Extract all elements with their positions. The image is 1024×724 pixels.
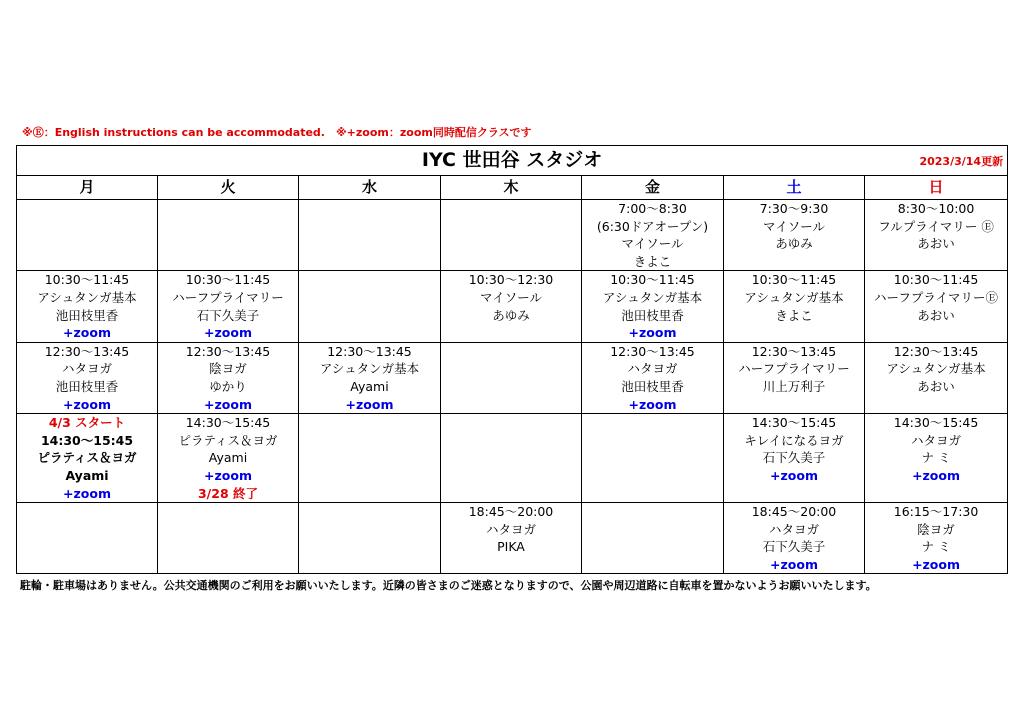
class-cell [441, 271, 582, 342]
class-instructor: Ayami [350, 378, 389, 394]
class-time: 12:30〜13:45 [893, 343, 979, 359]
class-time: 10:30〜11:45 [751, 272, 837, 288]
class-name: 陰ヨガ [209, 361, 247, 377]
class-name: ハタヨガ [768, 521, 819, 537]
class-name: ピラティス＆ヨガ [178, 432, 278, 448]
class-name: ハーフプライマリー [172, 289, 284, 305]
class-time: 12:30〜13:45 [751, 343, 837, 359]
class-instructor: Ayami [208, 450, 248, 466]
class-name: マイソール [762, 218, 825, 234]
class-cell [158, 271, 299, 342]
class-cell [582, 271, 724, 342]
class-cell-empty [17, 200, 158, 271]
class-instructor: きよこ [633, 253, 672, 269]
class-instructor: 池田枝里香 [55, 378, 119, 394]
class-cell [17, 414, 158, 503]
class-time: 8:30〜10:00 [897, 201, 975, 216]
class-time: 10:30〜12:30 [468, 272, 554, 288]
class-time: 14:30〜15:45 [751, 415, 837, 431]
class-name: ピラティス＆ヨガ [37, 450, 137, 466]
class-time: 7:30〜9:30 [759, 201, 829, 216]
class-instructor: あおい [917, 307, 955, 323]
zoom-label: +zoom [204, 396, 252, 412]
schedule-table [16, 145, 1008, 574]
updated-date: 2023/3/14更新 [919, 155, 1004, 168]
class-name: ハタヨガ [627, 361, 678, 377]
class-instructor: ナ ミ [921, 450, 951, 466]
class-instructor: 池田枝里香 [621, 307, 684, 323]
class-instructor: あゆみ [775, 236, 813, 252]
class-time: 12:30〜13:45 [327, 343, 412, 359]
class-cell [582, 200, 724, 271]
class-name: マイソール [479, 289, 542, 305]
start-notice: 4/3 スタート [48, 415, 126, 431]
zoom-label: +zoom [912, 467, 961, 483]
class-cell-empty [299, 414, 441, 503]
class-instructor: Ayami [65, 467, 109, 483]
class-name: アシュタンガ基本 [602, 289, 703, 305]
class-name: ハーフプライマリーⒺ [874, 289, 999, 305]
time-slot-row [17, 503, 1008, 574]
class-cell [158, 414, 299, 503]
zoom-label: +zoom [770, 467, 818, 483]
day-header-fri: 金 [582, 176, 724, 200]
time-slot-row [17, 414, 1008, 503]
class-cell-empty [158, 503, 299, 574]
class-instructor: 石下久美子 [196, 307, 260, 323]
class-cell [724, 200, 865, 271]
class-cell-empty [441, 342, 582, 413]
class-cell-empty [17, 503, 158, 574]
class-instructor: ナ ミ [921, 539, 951, 555]
class-cell [158, 342, 299, 413]
class-cell [724, 271, 865, 342]
class-cell [582, 342, 724, 413]
class-time: 10:30〜11:45 [893, 272, 979, 288]
class-time: 7:00〜8:30 [618, 201, 687, 216]
class-instructor: ゆかり [209, 378, 247, 394]
class-instructor: 池田枝里香 [55, 307, 119, 323]
day-header-row [17, 176, 1008, 200]
class-time: 18:45〜20:00 [751, 504, 837, 520]
class-cell [865, 503, 1008, 574]
class-cell [865, 414, 1008, 503]
class-name: ハタヨガ [911, 432, 962, 448]
class-cell-empty [582, 414, 724, 503]
class-instructor: あおい [917, 378, 955, 394]
class-instructor: あゆみ [492, 307, 530, 323]
notice-text: ※Ⓔ：English instructions can be accommodated. ※+zoom：zoom同時配信クラスです [22, 126, 532, 139]
class-time: 14:30〜15:45 [185, 415, 271, 431]
class-name: マイソール [621, 236, 684, 252]
zoom-label: +zoom [912, 556, 961, 572]
zoom-label: +zoom [770, 556, 818, 572]
class-cell-empty [158, 200, 299, 271]
class-cell [865, 271, 1008, 342]
class-time: 12:30〜13:45 [185, 343, 271, 359]
end-notice: 3/28 終了 [197, 485, 258, 501]
class-name: アシュタンガ基本 [886, 361, 986, 377]
class-instructor: PIKA [497, 539, 525, 555]
class-time: 16:15〜17:30 [893, 504, 979, 520]
zoom-label: +zoom [204, 467, 252, 483]
class-cell-empty [299, 271, 441, 342]
day-header-sun: 日 [865, 176, 1008, 200]
class-name: キレイになるヨガ [744, 432, 844, 448]
zoom-label: +zoom [63, 325, 111, 341]
class-time: 14:30〜15:45 [893, 415, 979, 431]
time-slot-row [17, 200, 1008, 271]
class-cell [17, 271, 158, 342]
footer-notice: 駐輪・駐車場はありません。公共交通機関のご利用をお願いいたします。近隣の皆さまのご迷惑となりますので、公園や周辺道路に自転車を置かないようお願いいたします。 [20, 579, 877, 592]
class-instructor: 池田枝里香 [621, 378, 684, 394]
class-name: アシュタンガ基本 [319, 361, 420, 377]
class-name: ハタヨガ [61, 361, 112, 377]
class-instructor: 石下久美子 [762, 539, 826, 555]
class-cell [724, 503, 865, 574]
time-slot-row [17, 342, 1008, 413]
class-cell [865, 200, 1008, 271]
class-name: アシュタンガ基本 [37, 289, 137, 305]
class-cell-empty [299, 503, 441, 574]
class-time: 12:30〜13:45 [610, 343, 695, 359]
zoom-label: +zoom [345, 396, 394, 412]
class-time: 14:30〜15:45 [40, 432, 134, 448]
class-cell-empty [582, 503, 724, 574]
class-name: フルプライマリー Ⓔ [878, 218, 994, 234]
class-cell-empty [299, 200, 441, 271]
class-instructor: きよこ [775, 307, 813, 323]
class-cell [724, 414, 865, 503]
time-slot-row [17, 271, 1008, 342]
zoom-label: +zoom [628, 396, 677, 412]
class-time: 10:30〜11:45 [44, 272, 130, 288]
zoom-label: +zoom [63, 485, 111, 501]
day-header-tue: 火 [158, 176, 299, 200]
zoom-label: +zoom [628, 325, 677, 341]
class-cell [865, 342, 1008, 413]
class-cell [441, 503, 582, 574]
class-name: ハタヨガ [485, 521, 536, 537]
class-name: アシュタンガ基本 [744, 289, 844, 305]
day-header-thu: 木 [441, 176, 582, 200]
class-instructor: 川上万利子 [762, 378, 826, 394]
day-header-wed: 水 [299, 176, 441, 200]
class-cell-empty [441, 200, 582, 271]
class-cell [299, 342, 441, 413]
day-header-mon: 月 [17, 176, 158, 200]
zoom-label: +zoom [63, 396, 111, 412]
class-cell-empty [441, 414, 582, 503]
class-cell [17, 342, 158, 413]
class-time: 10:30〜11:45 [610, 272, 695, 288]
class-cell [724, 342, 865, 413]
class-time: 12:30〜13:45 [44, 343, 130, 359]
class-instructor: 石下久美子 [762, 450, 826, 466]
page-title: IYC 世田谷 スタジオ [421, 149, 603, 171]
class-name: ハーフプライマリー [738, 361, 850, 377]
class-instructor: あおい [917, 236, 955, 252]
class-time: 18:45〜20:00 [468, 504, 554, 520]
day-header-sat: 土 [724, 176, 865, 200]
class-time: 10:30〜11:45 [185, 272, 271, 288]
zoom-label: +zoom [204, 325, 252, 341]
class-name: 陰ヨガ [917, 521, 955, 537]
title-row [17, 146, 1008, 176]
class-note: (6:30ドアオープン) [596, 218, 709, 234]
